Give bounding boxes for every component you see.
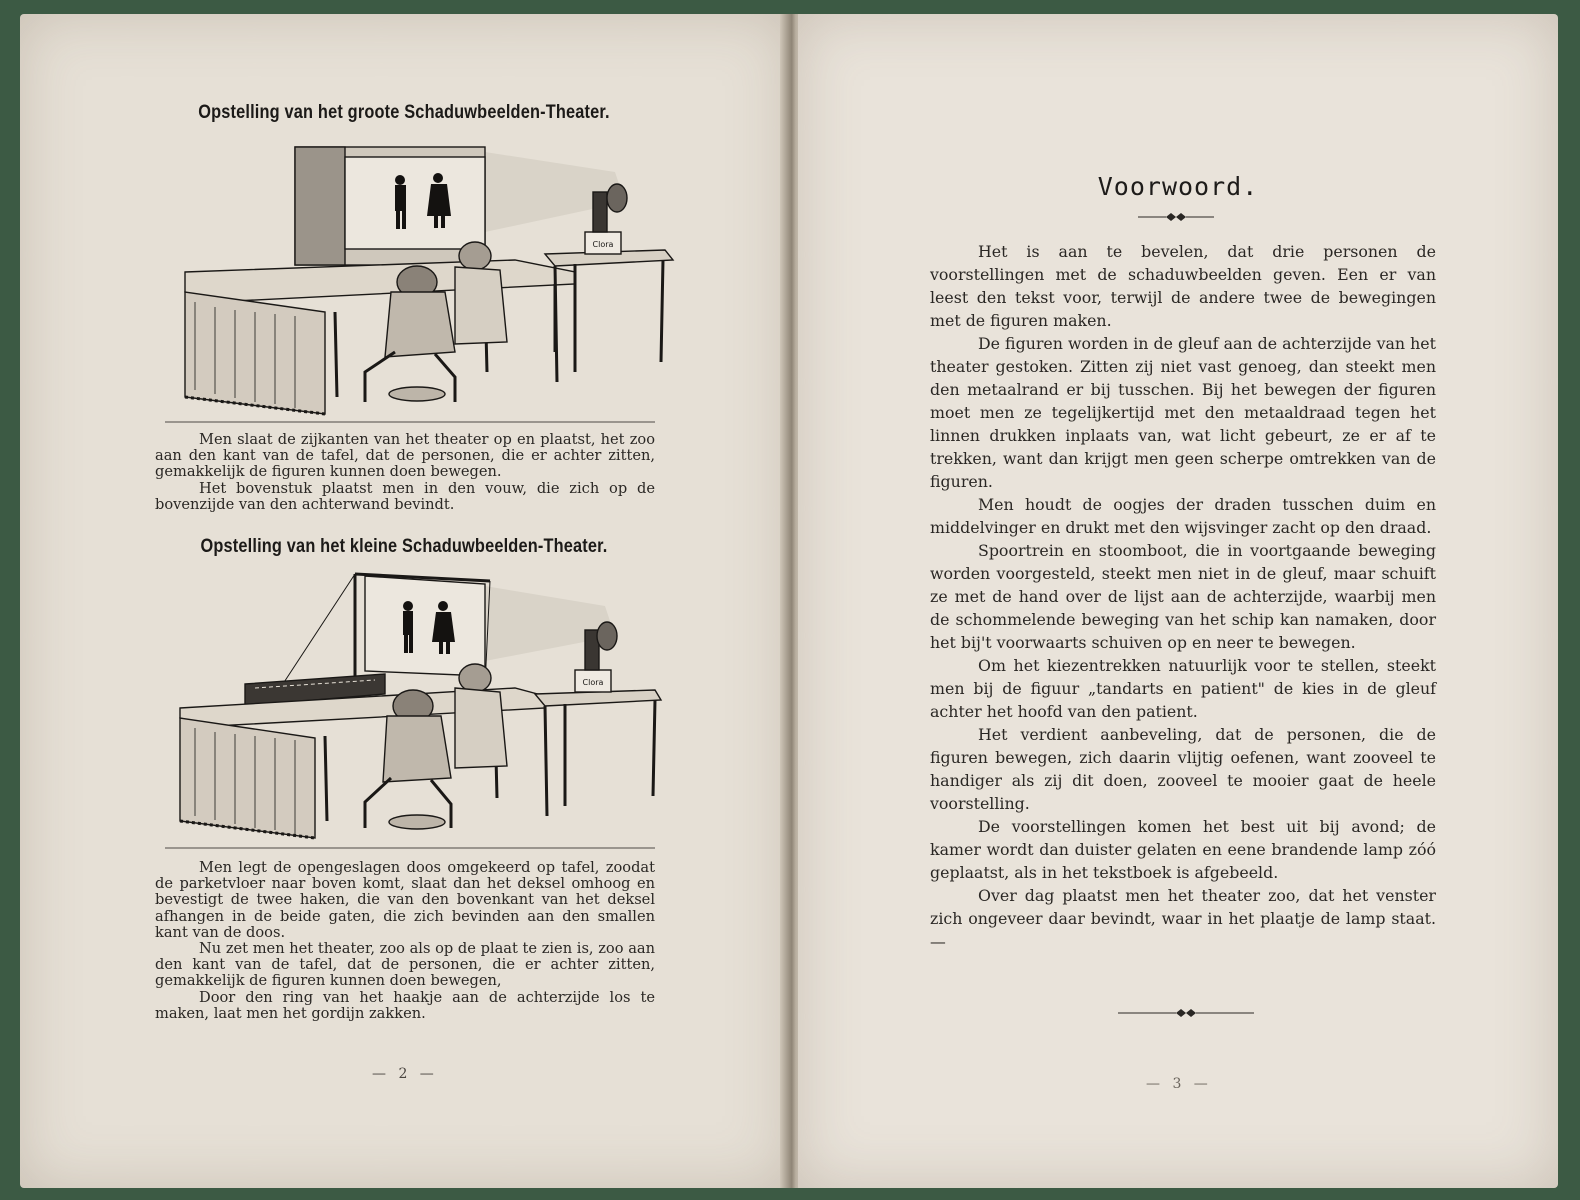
small-theater-illustration: [155, 566, 675, 856]
foreword-body: [930, 240, 1436, 953]
text-line: Het bovenstuk plaatst men in den vouw, die zich op de bovenzijde van den achterwand bevindt.: [155, 479, 655, 513]
heading-large-theater: Opstelling van het groote Schaduwbeelden-Theater.: [198, 102, 610, 123]
text-line: Door den ring van het haakje aan de achterzijde los te maken, laat men het gordijn zakken.: [155, 988, 655, 1022]
paragraph: Spoortrein en stoomboot, die in voortgaande beweging worden voorgesteld, steekt men niet in de gleuf, maar schuift ze met de hand over de lijst aan de achterzijde, waarbij men de schommelende beweging van het schip kan namaken, door het bij't voorwaarts schuiven op en neer te bewegen.: [930, 541, 1436, 652]
text-line: Nu zet men het theater, zoo als op de plaat te zien is, zoo aan den kant van de tafel, dat de personen, die er achter zitten, gemakkelijk de figuren kunnen doen bewegen,: [155, 940, 655, 990]
paragraph-large-theater: [155, 432, 655, 513]
lamp-label: Clora: [592, 240, 614, 249]
right-page: [798, 14, 1558, 1188]
booklet-spread: [20, 14, 1558, 1188]
paragraph: Het is aan te bevelen, dat drie personen de voorstellingen met de schaduwbeelden geven. Een er van leest den tekst voor, terwijl de andere twee de bewegingen met de figuren maken.: [930, 242, 1436, 330]
lamp-label: Clora: [582, 678, 604, 687]
left-page: [20, 14, 788, 1188]
paragraph: De voorstellingen komen het best uit bij avond; de kamer wordt dan duister gelaten en eene brandende lamp zóó geplaatst, als in het tekstboek is afgebeeld.: [930, 817, 1436, 882]
paragraph: Over dag plaatst men het theater zoo, dat het venster zich ongeveer daar bevindt, waar in het plaatje de lamp staat. —: [930, 886, 1436, 951]
paragraph: Het verdient aanbeveling, dat de personen, die de figuren bewegen, zich daarin vlijtig oefenen, want zooveel te handiger als zij dit doen, zooveel te mooier gaat de heele voorstelling.: [930, 725, 1436, 813]
paragraph: Men houdt de oogjes der draden tusschen duim en middelvinger en drukt met den wijsvinger zacht op den draad.: [930, 495, 1436, 537]
text-line: Men slaat de zijkanten van het theater op en plaatst, het zoo aan den kant van de tafel, dat de personen, die er achter zitten, gemakkelijk de figuren kunnen doen bewegen.: [155, 431, 655, 481]
page-number-right: — 3 —: [1146, 1076, 1212, 1092]
large-theater-illustration: [155, 132, 675, 432]
paragraph: Om het kiezentrekken natuurlijk voor te stellen, steekt men bij de figuur „tandarts en patient" de kies in de gleuf achter het hoofd van den patient.: [930, 656, 1436, 721]
text-line: Men legt de opengeslagen doos omgekeerd op tafel, zoodat de parketvloer naar boven komt, slaat dan het deksel omhoog en bevestigt de twee haken, die van den bovenkant van het deksel afhangen in de beide gaten, die zich bevinden aan den smallen kant van de doos.: [155, 859, 655, 941]
heading-small-theater: Opstelling van het kleine Schaduwbeelden-Theater.: [200, 536, 608, 557]
paragraph: De figuren worden in de gleuf aan de achterzijde van het theater gestoken. Zitten zij niet vast genoeg, dan steekt men den metaalrand er bij tusschen. Bij het bewegen der figuren moet men ze tegelijkertijd met den metaaldraad tegen het linnen drukken inplaats van, wat licht gebeurt, ze er af te trekken, want dan krijgt men geen scherpe omtrekken van de figuren.: [930, 334, 1436, 491]
page-number-left: — 2 —: [372, 1066, 438, 1082]
title-ornament: [1136, 212, 1216, 222]
page-title: Voorwoord.: [1097, 172, 1259, 201]
closing-ornament: [1116, 1008, 1256, 1018]
paragraph-small-theater: [155, 860, 655, 1022]
